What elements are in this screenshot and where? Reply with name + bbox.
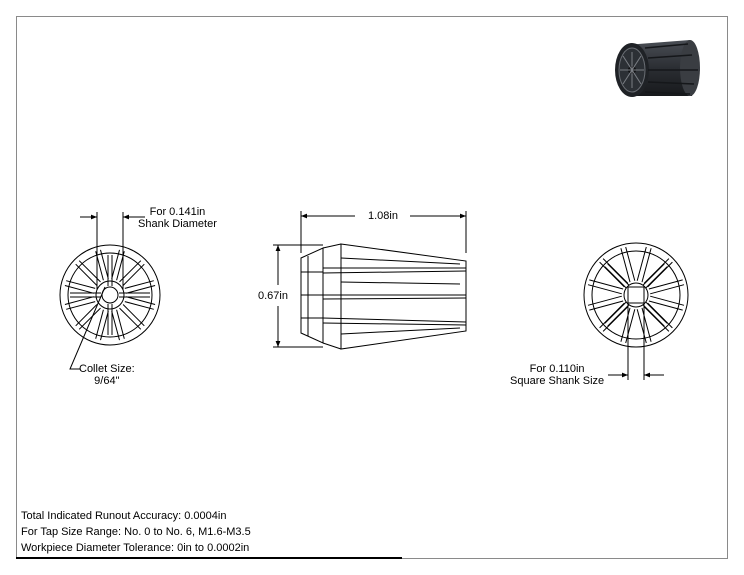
note-runout: Total Indicated Runout Accuracy: 0.0004in <box>21 510 227 522</box>
right-end-view <box>584 243 688 347</box>
collet-size-leader <box>70 287 105 369</box>
collet-label-line2: 9/64" <box>94 375 120 387</box>
slot-line <box>650 296 684 305</box>
square-dimension <box>608 303 664 380</box>
slot-line <box>637 309 646 343</box>
note-tolerance: Workpiece Diameter Tolerance: 0in to 0.0002in <box>21 542 250 554</box>
slot-line <box>588 296 622 305</box>
note-tap-range: For Tap Size Range: No. 0 to No. 6, M1.6-M3.5 <box>21 526 251 538</box>
square-label-line1: For 0.110in <box>529 363 585 375</box>
shank-label-line1: For 0.141in <box>149 206 206 218</box>
side-view <box>301 244 466 349</box>
slot-line <box>588 285 622 294</box>
collet-label-line1: Collet Size: <box>79 363 135 375</box>
right-slot-group <box>588 247 684 343</box>
shank-diameter-label <box>138 206 217 230</box>
length-label: 1.08in <box>368 210 398 222</box>
shank-label-line2: Shank Diameter <box>138 218 217 230</box>
slot-line <box>626 309 635 343</box>
collet-3d-thumbnail <box>615 40 700 97</box>
slot-line <box>626 247 635 281</box>
square-label-line2: Square Shank Size <box>510 375 605 387</box>
slot-line <box>650 285 684 294</box>
left-end-view <box>60 245 160 345</box>
left-slot-group <box>65 250 155 340</box>
square-shank-label <box>510 363 604 387</box>
diameter-label: 0.67in <box>258 290 288 302</box>
drawing-notes <box>21 508 251 556</box>
collet-size-label <box>79 363 135 387</box>
slot-line <box>637 247 646 281</box>
